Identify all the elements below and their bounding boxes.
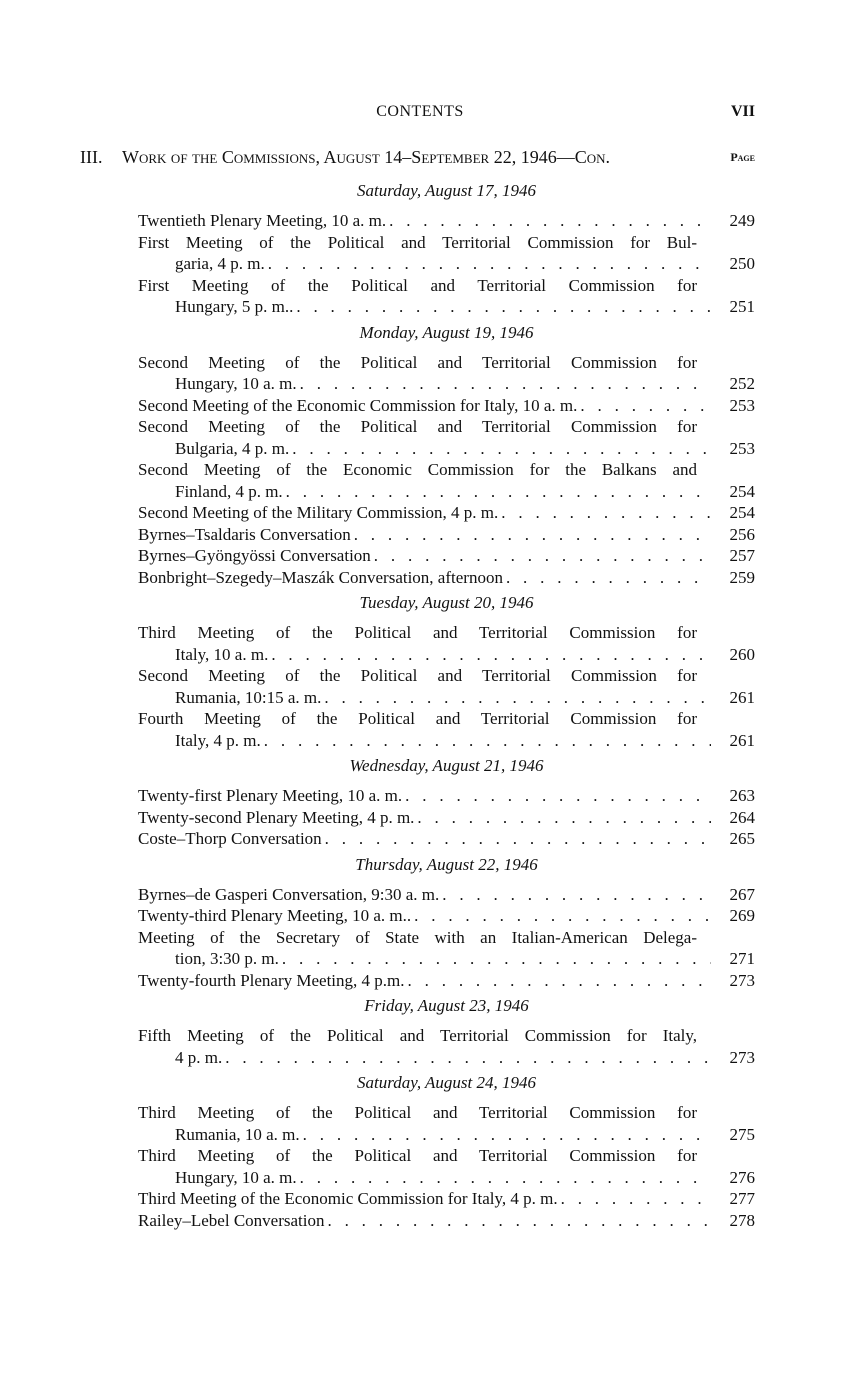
toc-entry [138,459,755,502]
toc-entry [138,395,755,417]
entry-line [138,275,755,297]
page-numeral: VII [730,103,755,120]
toc-entry [138,545,755,567]
dot-leader [324,687,711,709]
section-date-heading: Monday, August 19, 1946 [359,322,534,342]
running-title: CONTENTS [376,103,464,120]
entry-page-number: 278 [729,1210,755,1230]
entry-title-line: Third Meeting of the Political and Territorial Commission for [138,1146,697,1165]
entry-title-line: Twentieth Plenary Meeting, 10 a. m. [138,211,387,230]
entry-title-line: Fourth Meeting of the Political and Territorial Commission for [138,709,697,728]
entry-title-line: Fifth Meeting of the Political and Territorial Commission for Italy, [138,1026,697,1045]
entry-leader-line [138,1167,755,1189]
entry-title-line: Hungary, 10 a. m. [175,374,297,393]
section-date-heading: Saturday, August 24, 1946 [357,1073,536,1092]
entry-title-line: Second Meeting of the Political and Territorial Commission for [138,666,697,685]
entry-page-number: 254 [729,503,755,522]
entry-title-line: First Meeting of the Political and Territorial Commission for Bul- [138,232,697,252]
toc-entry [138,352,755,395]
entry-leader-line [138,481,755,503]
entry-line [138,1145,755,1167]
entry-line [138,459,755,481]
dot-leader [408,970,711,992]
entry-page-number: 269 [729,906,755,925]
entry-title-line: Hungary, 5 p. m.. [175,297,294,316]
entry-leader-line [138,730,755,752]
dot-leader [405,785,711,807]
entry-title-line: Hungary, 10 a. m. [175,1167,297,1187]
section-date-heading: Friday, August 23, 1946 [364,996,529,1015]
entry-line [138,416,755,438]
toc-entry [138,905,755,927]
entry-page-number: 251 [729,297,755,316]
entry-line [138,1102,755,1124]
entry-leader-line [138,545,755,567]
toc-entry [138,232,755,275]
entry-title-line: Twenty-fourth Plenary Meeting, 4 p.m. [138,970,405,990]
dot-leader [264,730,711,752]
entry-leader-line [138,884,755,906]
entry-leader-line [138,970,755,992]
entry-title-line: 4 p. m. [175,1047,223,1067]
toc-entry [138,807,755,829]
entry-line [138,927,755,949]
entry-title-line: garia, 4 p. m. [175,254,265,273]
entry-title-line: Rumania, 10 a. m. [175,1124,300,1144]
toc-section [138,180,755,318]
entry-line [138,1025,755,1047]
entry-page-number: 253 [729,438,755,458]
part-title: Work of the Commissions, August 14–September 22, 1946—Con. [122,147,610,167]
dot-leader [501,502,711,524]
entry-leader-line [138,210,755,232]
entry-leader-line [138,1047,755,1069]
dot-leader [506,567,711,589]
toc-entry [138,622,755,665]
toc-entry [138,1102,755,1145]
entry-title-line: Second Meeting of the Military Commission, 4 p. m. [138,503,499,522]
toc-entry [138,970,755,992]
entry-line [138,622,755,644]
dot-leader [292,438,711,460]
entry-title-line: Byrnes–Gyöngyössi Conversation [138,546,371,565]
entry-page-number: 277 [729,1189,755,1208]
dot-leader [580,395,711,417]
entry-page-number: 254 [729,481,755,501]
entry-title-line: First Meeting of the Political and Territorial Commission for [138,275,697,295]
entry-page-number: 276 [729,1167,755,1187]
toc-entry [138,210,755,232]
toc-entry [138,665,755,708]
page-column-label: Page [730,150,755,164]
dot-leader [268,253,711,275]
dot-leader [282,948,711,970]
entry-title-line: Byrnes–Tsaldaris Conversation [138,524,351,544]
entry-page-number: 275 [729,1124,755,1144]
entry-line [138,665,755,687]
entry-page-number: 261 [729,730,755,750]
entry-title-line: tion, 3:30 p. m. [175,949,279,968]
entry-leader-line [138,905,755,927]
entry-title-line: Twenty-first Plenary Meeting, 10 a. m. [138,786,403,805]
dot-leader [296,296,711,318]
toc-entry [138,1210,755,1232]
entry-page-number: 259 [729,567,755,587]
dot-leader [414,905,711,927]
toc-entry [138,416,755,459]
toc-entry [138,1025,755,1068]
toc-entry [138,785,755,807]
entry-page-number: 263 [729,786,755,805]
entry-leader-line [138,524,755,546]
entry-page-number: 253 [729,395,755,415]
toc-entry [138,1145,755,1188]
toc-entry [138,884,755,906]
toc-section [138,995,755,1068]
entry-page-number: 252 [729,374,755,393]
entry-title-line: Third Meeting of the Economic Commission for Italy, 4 p. m. [138,1189,558,1208]
entry-title-line: Finland, 4 p. m. [175,481,283,501]
toc-entry [138,524,755,546]
entry-leader-line [138,373,755,395]
dot-leader [325,828,711,850]
entry-leader-line [138,438,755,460]
entry-page-number: 265 [729,829,755,848]
dot-leader [303,1124,711,1146]
toc-entry [138,708,755,751]
entry-leader-line [138,1188,755,1210]
dot-leader [561,1188,711,1210]
dot-leader [354,524,711,546]
entry-page-number: 273 [729,1047,755,1067]
section-date-heading: Wednesday, August 21, 1946 [349,756,544,775]
entry-title-line: Meeting of the Secretary of State with an Italian-American Delega- [138,927,697,947]
entry-leader-line [138,785,755,807]
entry-leader-line [138,687,755,709]
entry-title-line: Italy, 10 a. m. [175,644,269,664]
entry-leader-line [138,253,755,275]
entry-title-line: Twenty-second Plenary Meeting, 4 p. m. [138,807,415,827]
dot-leader [374,545,711,567]
entry-leader-line [138,807,755,829]
entry-title-line: Byrnes–de Gasperi Conversation, 9:30 a. m. [138,884,440,904]
toc-entry [138,828,755,850]
entry-page-number: 273 [729,970,755,990]
dot-leader [300,1167,711,1189]
toc-section [138,755,755,850]
section-date-heading: Thursday, August 22, 1946 [355,854,538,874]
entry-leader-line [138,828,755,850]
entry-line [138,232,755,254]
entry-leader-line [138,1124,755,1146]
toc-entry [138,927,755,970]
entry-page-number: 267 [729,884,755,904]
entry-title-line: Second Meeting of the Economic Commission for Italy, 10 a. m. [138,395,578,415]
part-number: III. [80,147,103,167]
entry-title-line: Bonbright–Szegedy–Maszák Conversation, afternoon [138,567,503,587]
dot-leader [442,884,711,906]
entry-page-number: 257 [729,546,755,565]
toc-entry [138,502,755,524]
entry-leader-line [138,948,755,970]
table-of-contents [138,178,755,1235]
entry-page-number: 264 [729,807,755,827]
entry-line [138,708,755,730]
entry-page-number: 261 [729,687,755,707]
dot-leader [300,373,711,395]
entry-page-number: 271 [729,949,755,968]
dot-leader [417,807,711,829]
dot-leader [286,481,711,503]
dot-leader [327,1210,711,1232]
entry-title-line: Rumania, 10:15 a. m. [175,687,322,707]
entry-title-line: Second Meeting of the Political and Territorial Commission for [138,417,697,436]
toc-entry [138,567,755,589]
entry-leader-line [138,644,755,666]
toc-entry [138,1188,755,1210]
part-heading [80,147,755,169]
toc-section [138,1072,755,1231]
toc-section [138,854,755,992]
entry-page-number: 250 [729,254,755,273]
entry-leader-line [138,296,755,318]
entry-line [138,352,755,374]
entry-title-line: Italy, 4 p. m. [175,730,261,750]
entry-title-line: Third Meeting of the Political and Territorial Commission for [138,1103,697,1122]
toc-section [138,592,755,751]
entry-title-line: Twenty-third Plenary Meeting, 10 a. m.. [138,906,412,925]
entry-title-line: Third Meeting of the Political and Territorial Commission for [138,623,697,642]
entry-leader-line [138,567,755,589]
entry-title-line: Second Meeting of the Political and Territorial Commission for [138,352,697,372]
entry-title-line: Second Meeting of the Economic Commission for the Balkans and [138,460,697,479]
entry-leader-line [138,1210,755,1232]
dot-leader [389,210,711,232]
section-date-heading: Tuesday, August 20, 1946 [359,593,534,612]
dot-leader [271,644,711,666]
dot-leader [225,1047,711,1069]
section-date-heading: Saturday, August 17, 1946 [357,181,536,200]
entry-leader-line [138,502,755,524]
toc-section [138,322,755,589]
entry-title-line: Railey–Lebel Conversation [138,1210,325,1230]
running-head [0,103,850,125]
toc-entry [138,275,755,318]
entry-leader-line [138,395,755,417]
entry-page-number: 260 [729,644,755,664]
entry-title-line: Bulgaria, 4 p. m. [175,438,290,458]
entry-page-number: 256 [729,524,755,544]
entry-title-line: Coste–Thorp Conversation [138,829,322,848]
entry-page-number: 249 [729,211,755,230]
